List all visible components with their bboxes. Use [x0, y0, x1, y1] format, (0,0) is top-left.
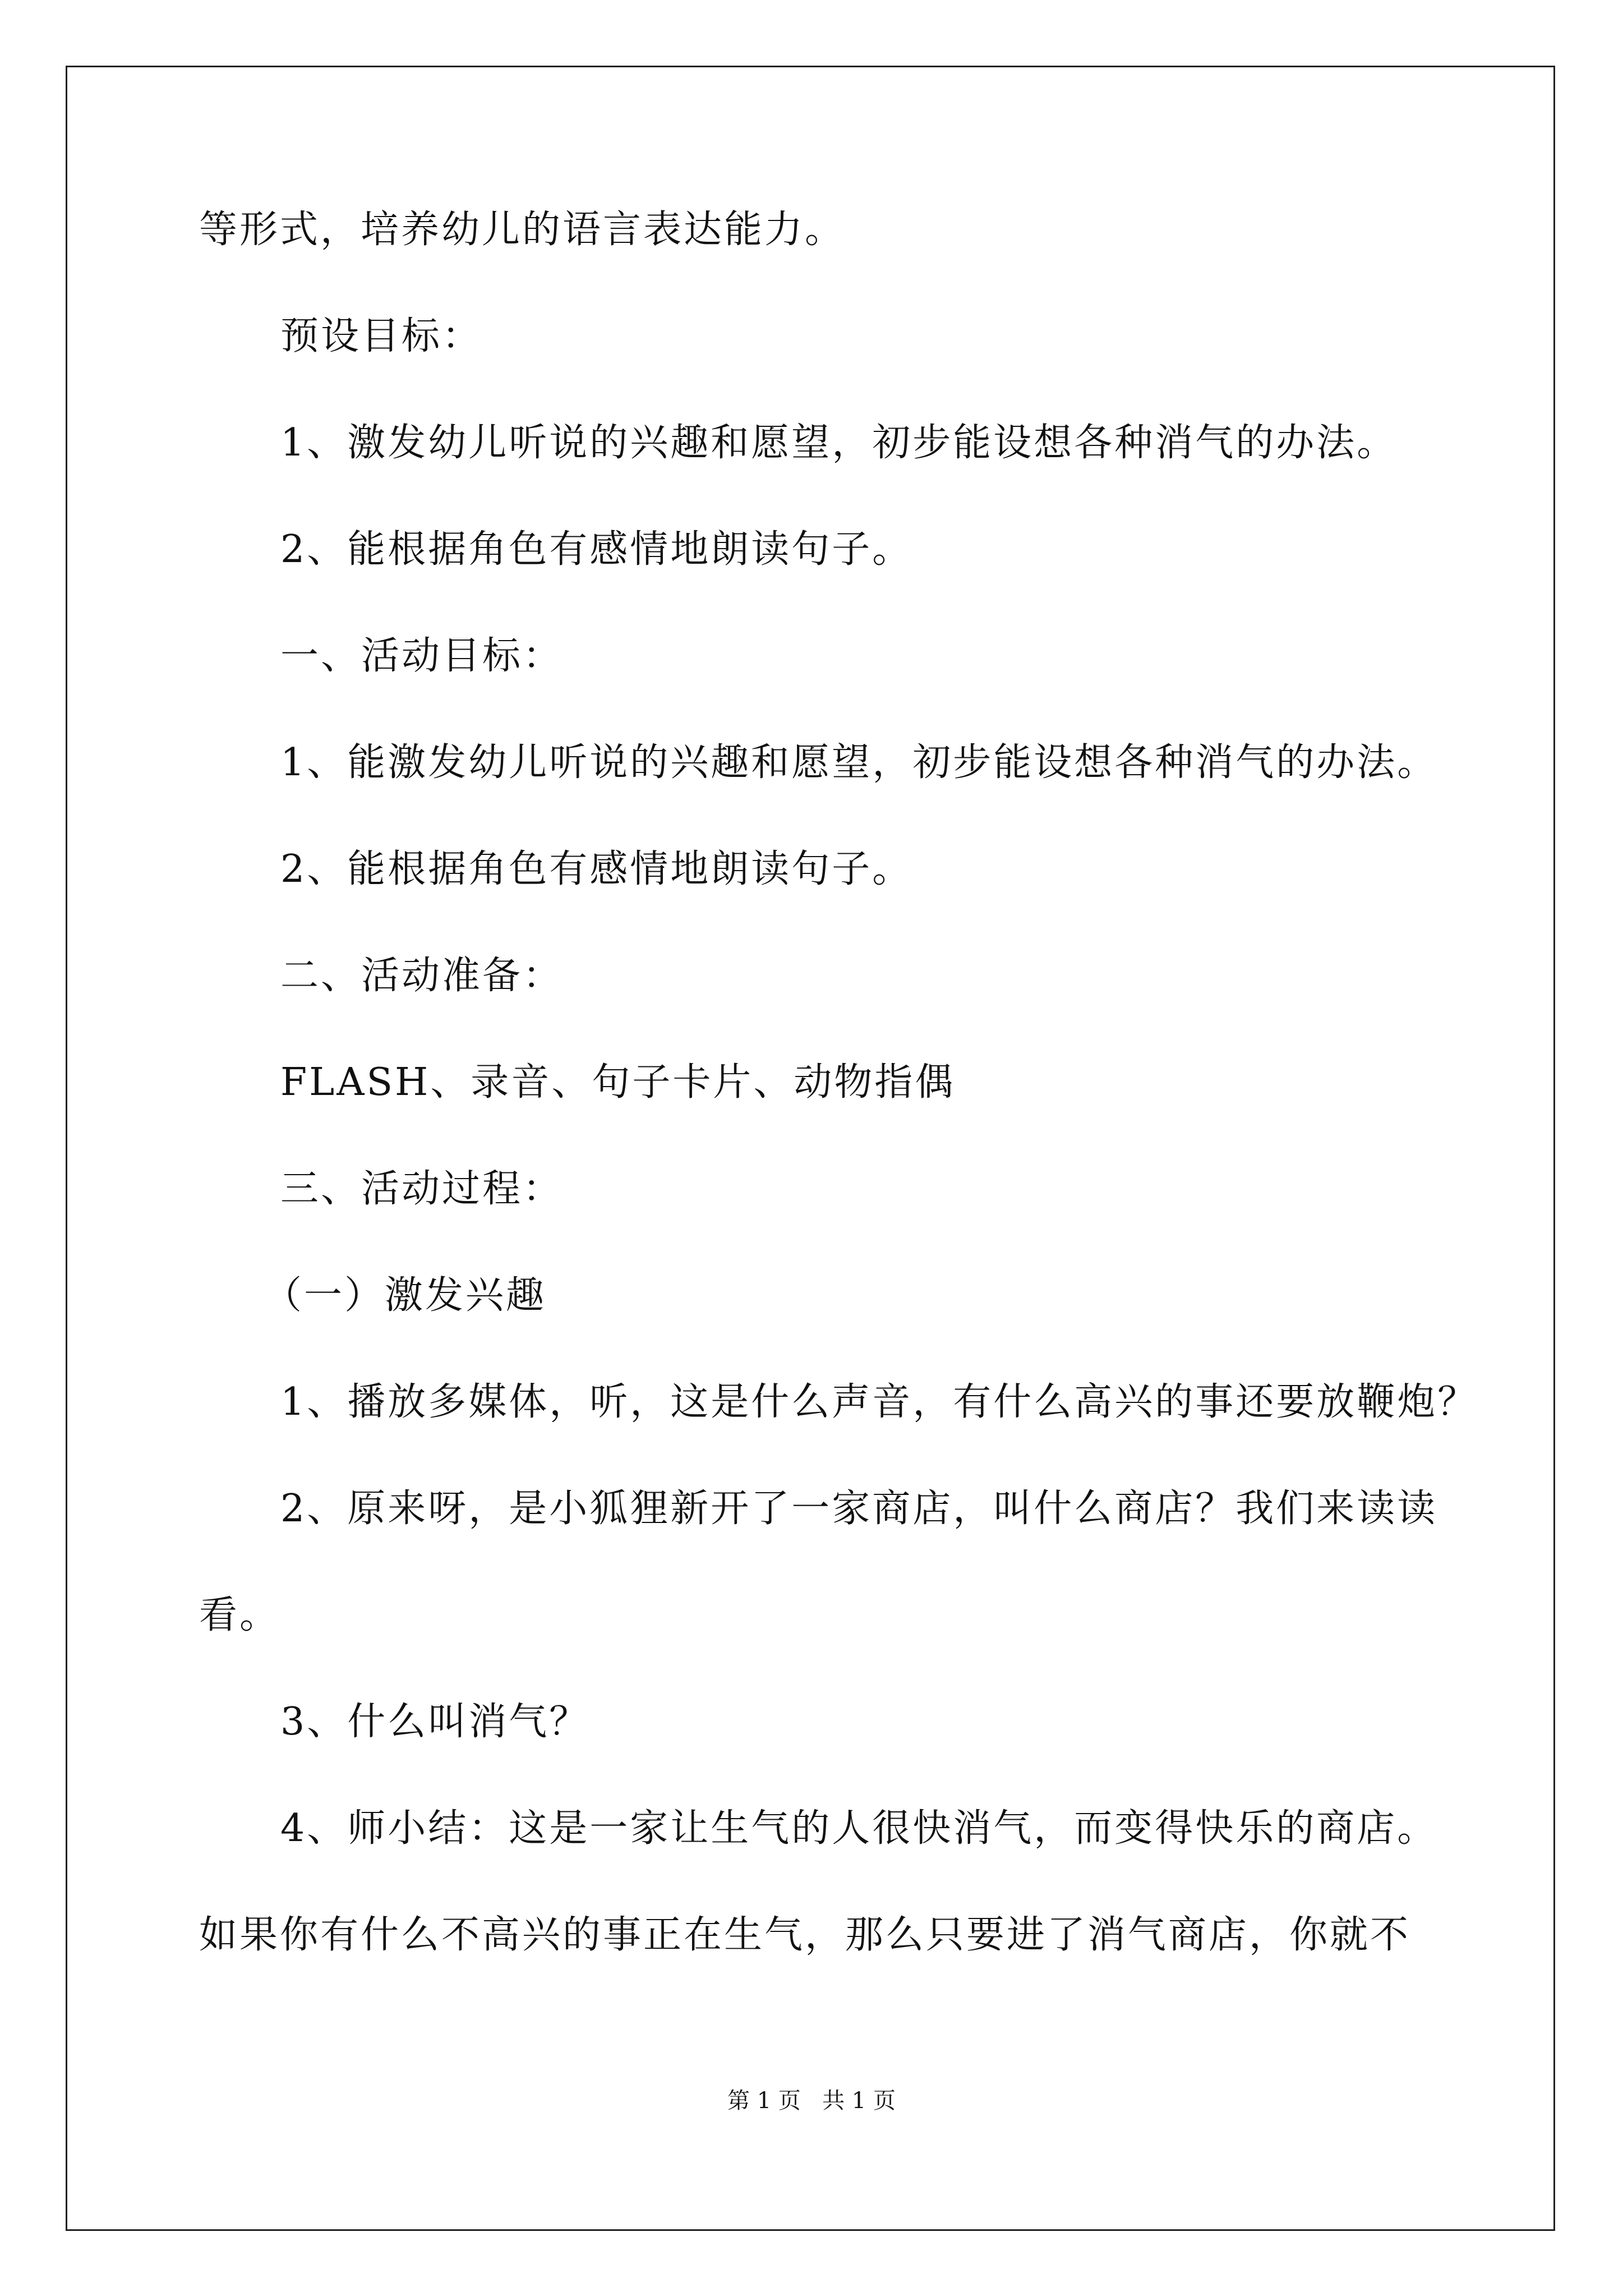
paragraph-line: 1、播放多媒体，听，这是什么声音，有什么高兴的事还要放鞭炮？: [280, 1380, 1478, 1424]
paragraph-line: 看。: [199, 1593, 280, 1637]
paragraph-line: 2、原来呀，是小狐狸新开了一家商店，叫什么商店？我们来读读: [280, 1487, 1438, 1531]
section-heading: 二、活动准备：: [280, 954, 564, 998]
page-border: [66, 66, 1555, 2231]
section-heading: 一、活动目标：: [280, 634, 564, 678]
paragraph-line: FLASH、录音、句子卡片、动物指偶: [280, 1060, 956, 1105]
paragraph-line: 3、什么叫消气？: [280, 1700, 590, 1744]
paragraph-line: 2、能根据角色有感情地朗读句子。: [280, 847, 913, 891]
page-footer: 第 1 页 共 1 页: [727, 2088, 896, 2114]
paragraph-line: 预设目标：: [280, 314, 483, 358]
paragraph-line: 1、激发幼儿听说的兴趣和愿望，初步能设想各种消气的办法。: [280, 421, 1398, 465]
subsection-heading: （一）激发兴趣: [264, 1273, 547, 1318]
paragraph-line: 1、能激发幼儿听说的兴趣和愿望，初步能设想各种消气的办法。: [280, 740, 1438, 785]
section-heading: 三、活动过程：: [280, 1167, 564, 1211]
paragraph-line: 如果你有什么不高兴的事正在生气，那么只要进了消气商店，你就不: [199, 1913, 1411, 1957]
paragraph-line: 4、师小结：这是一家让生气的人很快消气，而变得快乐的商店。: [280, 1806, 1438, 1851]
paragraph-line: 2、能根据角色有感情地朗读句子。: [280, 527, 913, 572]
paragraph-line: 等形式，培养幼儿的语言表达能力。: [199, 208, 846, 252]
